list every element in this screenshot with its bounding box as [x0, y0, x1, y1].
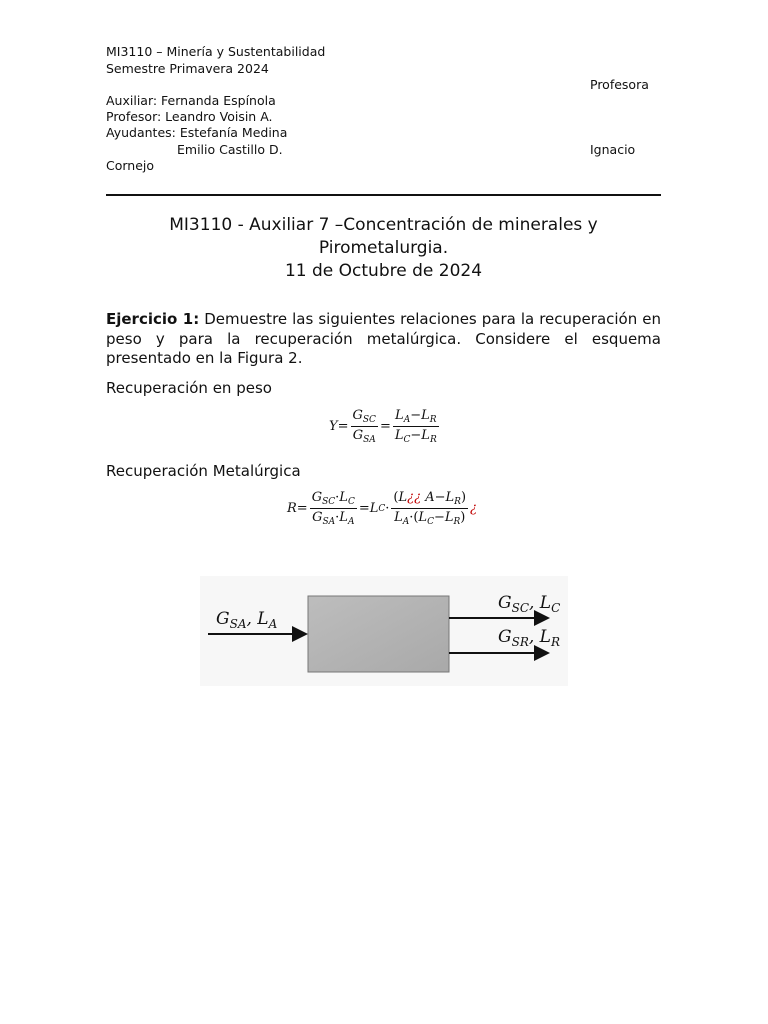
exercise-text: Demuestre las siguientes relaciones para la recuperación en peso y para la recuperación metalúrgica. Considere el esquema presentado en la Figura 2.: [106, 310, 661, 367]
document-title: [106, 214, 661, 283]
semester: Semestre Primavera 2024: [106, 61, 269, 76]
ayudante-second: Emilio Castillo D.: [177, 142, 283, 157]
weight-recovery-formula: Y = $\frac{G_{SC}}{G_{SA}}$ = $\frac{L_A-L_R}{L_C-L_R}$: [329, 408, 437, 445]
title-line-2: Pirometalurgia.: [318, 238, 449, 258]
exercise-paragraph: [106, 310, 661, 369]
header-divider: [106, 194, 661, 196]
tailings-label: $G_{SR}$, $L_R$: [498, 627, 561, 649]
profesor-line: Profesor: Leandro Voisin A.: [106, 109, 273, 124]
metal-recovery-formula: R = $\frac{G_{SC}\cdot L_C}{G_{SA}\cdot L_A}$ = L C · $\frac{(L¿¿ A-L_R)}{L_A\cdot(L_C-L_R)}$ ¿: [287, 490, 477, 527]
title-date: 11 de Octubre de 2024: [284, 261, 483, 281]
exercise-label: Ejercicio 1:: [106, 310, 200, 328]
auxiliar-line: Auxiliar: Fernanda Espínola: [106, 93, 276, 108]
concentrate-label: $G_{SC}$, $L_C$: [498, 593, 561, 615]
cornejo-label: Cornejo: [106, 158, 155, 173]
input-label: $G_{SA}$, $L_A$: [216, 609, 278, 631]
weight-recovery-heading: Recuperación en peso: [106, 379, 272, 397]
ignacio-label: Ignacio: [590, 142, 636, 157]
process-box: [308, 596, 449, 672]
course-name: MI3110 – Minería y Sustentabilidad: [106, 44, 326, 59]
profesora-label: Profesora: [590, 77, 649, 92]
process-diagram: [200, 576, 568, 686]
title-line-1: MI3110 - Auxiliar 7 –Concentración de minerales y: [169, 215, 598, 235]
ayudantes-line: Ayudantes: Estefanía Medina: [106, 125, 288, 140]
metal-recovery-heading: Recuperación Metalúrgica: [106, 462, 301, 480]
